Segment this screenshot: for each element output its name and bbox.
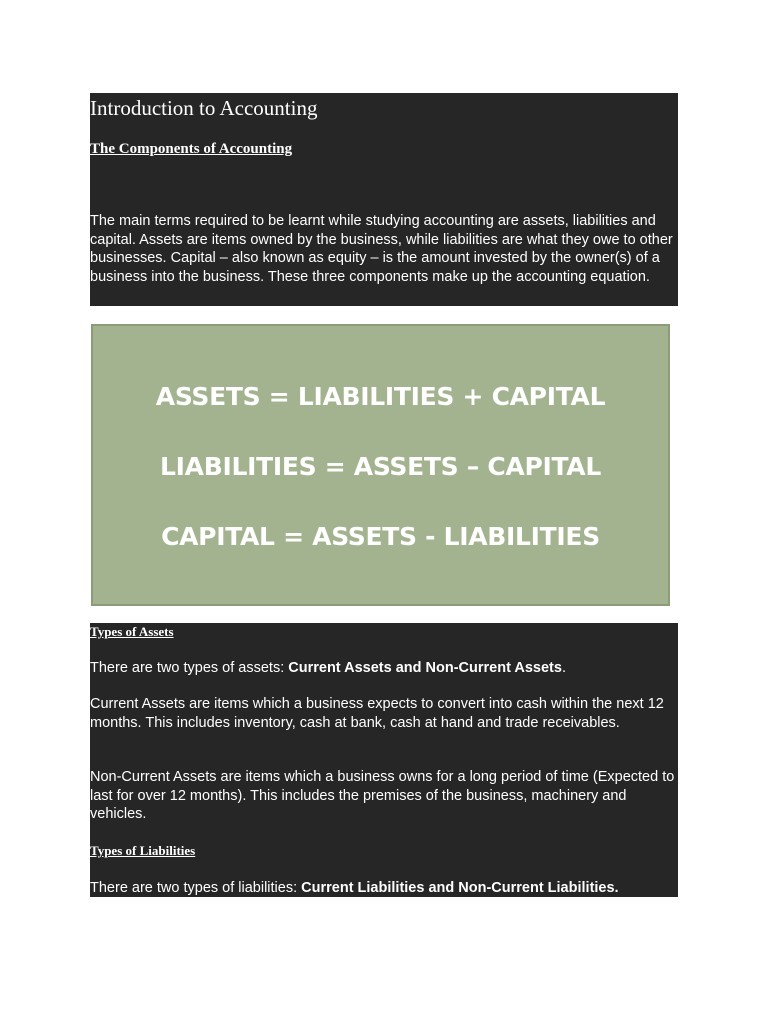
intro-section bbox=[90, 93, 678, 306]
intro-paragraph: The main terms required to be learnt while studying accounting are assets, liabilities and capital. Assets are items owned by the business, while liabilities are what they owe to other businesses. Capital – also known as equity – is the amount invested by the owner(s) of a business into the business. These three components make up the accounting equation. bbox=[90, 213, 673, 285]
types-of-assets-bold: Current Assets and Non-Current Assets bbox=[288, 660, 562, 676]
types-of-assets-heading: Types of Assets bbox=[90, 624, 174, 639]
accounting-equations-box bbox=[91, 324, 670, 606]
equation-capital: CAPITAL = ASSETS - LIABILITIES bbox=[161, 522, 600, 551]
components-heading: The Components of Accounting bbox=[90, 141, 293, 157]
types-of-liabilities-heading: Types of Liabilities bbox=[90, 843, 196, 858]
non-current-assets-paragraph: Non-Current Assets are items which a business owns for a long period of time (Expected to last for over 12 months). This includes the premises of the business, machinery and vehicles. bbox=[90, 769, 675, 823]
types-of-liabilities-prefix: There are two types of liabilities: bbox=[90, 880, 302, 896]
current-assets-paragraph: Current Assets are items which a business expects to convert into cash within the next 12 months. This includes inventory, cash at bank, cash at hand and trade receivables. bbox=[90, 696, 664, 731]
document-title: Introduction to Accounting bbox=[90, 96, 318, 120]
types-of-assets-paragraph bbox=[90, 659, 678, 678]
types-of-liabilities-bold: Current Liabilities and Non-Current Liabilities. bbox=[301, 880, 619, 896]
equation-liabilities: LIABILITIES = ASSETS – CAPITAL bbox=[160, 452, 601, 481]
types-of-liabilities-paragraph bbox=[90, 879, 678, 898]
types-of-assets-prefix: There are two types of assets: bbox=[90, 660, 289, 676]
types-of-assets-suffix: . bbox=[561, 660, 566, 676]
types-section bbox=[90, 623, 678, 897]
equation-assets: ASSETS = LIABILITIES + CAPITAL bbox=[155, 382, 606, 411]
